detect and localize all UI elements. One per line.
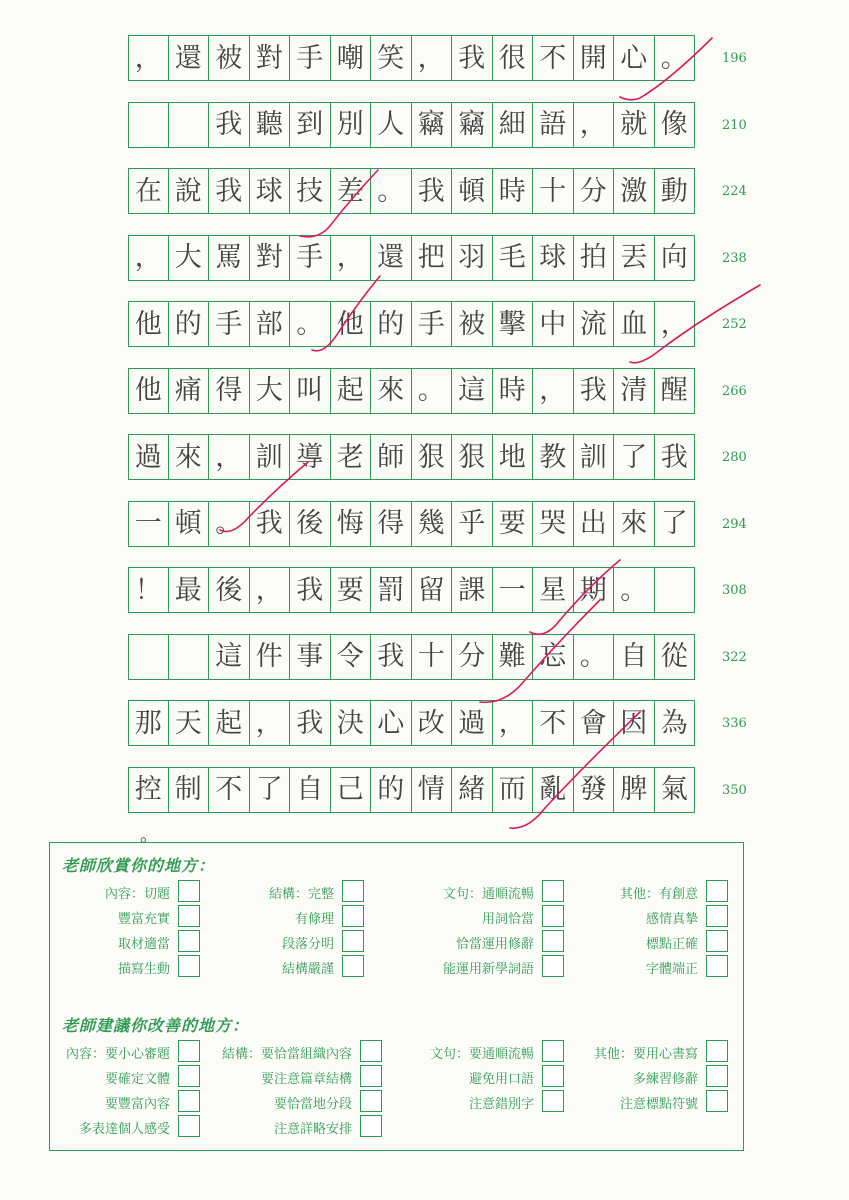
essay-cell: 而 xyxy=(493,767,534,813)
checklist-label: 要豐富內容 xyxy=(104,1097,170,1112)
essay-cell: 動 xyxy=(655,168,696,214)
essay-cell: 從 xyxy=(655,634,696,680)
essay-cell: 他 xyxy=(128,301,169,347)
checkbox[interactable] xyxy=(706,880,728,902)
essay-cell: 。 xyxy=(655,35,696,81)
essay-cell: ， xyxy=(331,235,372,281)
checkbox[interactable] xyxy=(178,1090,200,1112)
line-number: 322 xyxy=(722,649,747,665)
essay-cell: 心 xyxy=(614,35,655,81)
checklist-label: 其他：要用心書寫 xyxy=(593,1047,698,1062)
essay-cell: 我 xyxy=(371,634,412,680)
checkbox[interactable] xyxy=(542,1090,564,1112)
essay-cell: 把 xyxy=(412,235,453,281)
essay-cell: 的 xyxy=(169,301,210,347)
essay-cell: 說 xyxy=(169,168,210,214)
essay-cell: 人 xyxy=(371,102,412,148)
essay-cell: 。 xyxy=(412,368,453,414)
essay-cell: 他 xyxy=(128,368,169,414)
essay-cell: 改 xyxy=(412,700,453,746)
essay-cell: 還 xyxy=(169,35,210,81)
checklist-label: 其他：有創意 xyxy=(619,887,698,902)
essay-cell: 亂 xyxy=(533,767,574,813)
essay-cell: 手 xyxy=(290,235,331,281)
essay-cell: 師 xyxy=(371,434,412,480)
essay-cell: 拍 xyxy=(574,235,615,281)
essay-cell: 開 xyxy=(574,35,615,81)
tick-mark xyxy=(312,276,380,351)
essay-cell: 控 xyxy=(128,767,169,813)
essay-cell: 悔 xyxy=(331,501,372,547)
essay-cell: 難 xyxy=(493,634,534,680)
essay-cell: 教 xyxy=(533,434,574,480)
essay-cell: 緒 xyxy=(452,767,493,813)
essay-cell: 丟 xyxy=(614,235,655,281)
essay-cell: 還 xyxy=(371,235,412,281)
checklist-label: 注意標點符號 xyxy=(619,1097,698,1112)
essay-cell: 時 xyxy=(493,168,534,214)
essay-cell: 叫 xyxy=(290,368,331,414)
essay-cell: 十 xyxy=(412,634,453,680)
essay-cell: 心 xyxy=(371,700,412,746)
essay-cell: 課 xyxy=(452,567,493,613)
essay-cell: 分 xyxy=(574,168,615,214)
essay-cell: 了 xyxy=(614,434,655,480)
essay-cell: 在 xyxy=(128,168,169,214)
essay-cell: 不 xyxy=(533,35,574,81)
essay-cell: 手 xyxy=(412,301,453,347)
essay-cell: 竊 xyxy=(412,102,453,148)
essay-cell: 制 xyxy=(169,767,210,813)
line-number: 266 xyxy=(722,383,747,399)
essay-cell: ！ xyxy=(128,567,169,613)
essay-cell: 最 xyxy=(169,567,210,613)
essay-cell: 羽 xyxy=(452,235,493,281)
checklist-label: 文句：通順流暢 xyxy=(442,887,534,902)
checklist-label: 要確定文體 xyxy=(104,1072,170,1087)
essay-cell: 天 xyxy=(169,700,210,746)
line-number: 294 xyxy=(722,516,747,532)
essay-cell: 向 xyxy=(655,235,696,281)
essay-cell: 中 xyxy=(533,301,574,347)
essay-cell: 過 xyxy=(452,700,493,746)
essay-cell: 。 xyxy=(209,501,250,547)
essay-cell: 一 xyxy=(493,567,534,613)
essay-cell: 了 xyxy=(250,767,291,813)
essay-cell: 得 xyxy=(209,368,250,414)
checkbox[interactable] xyxy=(178,880,200,902)
essay-cell: 我 xyxy=(290,700,331,746)
essay-cell: 嘲 xyxy=(331,35,372,81)
checkbox[interactable] xyxy=(360,1065,382,1087)
essay-cell: 就 xyxy=(614,102,655,148)
essay-cell: 後 xyxy=(209,567,250,613)
essay-cell: 醒 xyxy=(655,368,696,414)
essay-cell: 手 xyxy=(290,35,331,81)
essay-cell: 為 xyxy=(655,700,696,746)
essay-cell: 不 xyxy=(533,700,574,746)
essay-cell: 狠 xyxy=(412,434,453,480)
essay-cell: 很 xyxy=(493,35,534,81)
essay-cell: 。 xyxy=(614,567,655,613)
essay-cell: 細 xyxy=(493,102,534,148)
essay-cell: 來 xyxy=(614,501,655,547)
checkbox[interactable] xyxy=(542,1065,564,1087)
line-number: 210 xyxy=(722,117,747,133)
line-number: 224 xyxy=(722,184,747,199)
essay-cell: 過 xyxy=(128,434,169,480)
essay-cell: 笑 xyxy=(371,35,412,81)
essay-cell: 來 xyxy=(371,368,412,414)
tick-mark xyxy=(220,462,308,532)
essay-cell: 毛 xyxy=(493,235,534,281)
checkbox[interactable] xyxy=(706,930,728,952)
trailing-punctuation: 。 xyxy=(140,825,158,846)
essay-cell: ， xyxy=(250,700,291,746)
checkbox[interactable] xyxy=(178,930,200,952)
feedback-panel xyxy=(49,842,744,1151)
checklist-label: 有條理 xyxy=(294,912,334,927)
essay-cell: 被 xyxy=(452,301,493,347)
essay-cell: 不 xyxy=(209,767,250,813)
essay-cell: 幾 xyxy=(412,501,453,547)
checkbox[interactable] xyxy=(542,930,564,952)
checklist-label: 結構：完整 xyxy=(268,887,334,902)
essay-cell: 球 xyxy=(533,235,574,281)
essay-cell: 起 xyxy=(209,700,250,746)
line-number: 350 xyxy=(722,782,747,798)
checkbox[interactable] xyxy=(178,1065,200,1087)
essay-cell: 脾 xyxy=(614,767,655,813)
checklist-label: 用詞恰當 xyxy=(481,912,534,927)
checkbox[interactable] xyxy=(706,955,728,977)
checklist-label: 注意詳略安排 xyxy=(273,1122,352,1137)
essay-cell: 血 xyxy=(614,301,655,347)
essay-cell: 自 xyxy=(614,634,655,680)
essay-cell: 我 xyxy=(574,368,615,414)
essay-cell: 部 xyxy=(250,301,291,347)
checkbox[interactable] xyxy=(706,1040,728,1062)
essay-cell: 這 xyxy=(452,368,493,414)
checklist-label: 能運用新學詞語 xyxy=(442,962,534,977)
essay-cell: 竊 xyxy=(452,102,493,148)
checklist-label: 要恰當地分段 xyxy=(273,1097,352,1112)
essay-cell: 頓 xyxy=(169,501,210,547)
essay-cell: 自 xyxy=(290,767,331,813)
line-number: 196 xyxy=(722,51,747,66)
essay-cell: 期 xyxy=(574,567,615,613)
essay-cell: 我 xyxy=(290,567,331,613)
checkbox[interactable] xyxy=(178,1115,200,1137)
essay-cell: 。 xyxy=(290,301,331,347)
checkbox[interactable] xyxy=(542,1040,564,1062)
checkbox[interactable] xyxy=(178,955,200,977)
tick-mark xyxy=(480,600,600,702)
essay-cell: 己 xyxy=(331,767,372,813)
essay-cell: 情 xyxy=(412,767,453,813)
tick-mark xyxy=(630,285,760,363)
checklist-label: 感情真摯 xyxy=(645,912,698,927)
essay-cell: 後 xyxy=(290,501,331,547)
essay-cell: 的 xyxy=(371,301,412,347)
essay-cell: 老 xyxy=(331,434,372,480)
essay-cell: 痛 xyxy=(169,368,210,414)
essay-cell: 事 xyxy=(290,634,331,680)
checklist-label: 段落分明 xyxy=(281,937,334,952)
checklist-label: 避免用口語 xyxy=(468,1072,534,1087)
essay-cell: 被 xyxy=(209,35,250,81)
essay-cell: 了 xyxy=(655,501,696,547)
line-number: 336 xyxy=(722,716,747,731)
essay-cell: 他 xyxy=(331,301,372,347)
essay-cell: 清 xyxy=(614,368,655,414)
essay-cell: 我 xyxy=(412,168,453,214)
checklist-label: 描寫生動 xyxy=(117,962,170,977)
line-number: 238 xyxy=(722,250,747,266)
essay-cell: 留 xyxy=(412,567,453,613)
tick-mark xyxy=(300,170,378,237)
essay-cell: 氣 xyxy=(655,767,696,813)
essay-cell: 忘 xyxy=(533,634,574,680)
essay-cell: ， xyxy=(250,567,291,613)
essay-cell: ， xyxy=(209,434,250,480)
essay-cell: 手 xyxy=(209,301,250,347)
checkbox[interactable] xyxy=(342,955,364,977)
checklist-label: 內容：要小心審題 xyxy=(65,1047,170,1062)
essay-cell: 星 xyxy=(533,567,574,613)
essay-cell: 一 xyxy=(128,501,169,547)
checklist-label: 內容：切題 xyxy=(104,887,170,902)
essay-cell: 別 xyxy=(331,102,372,148)
essay-cell: 件 xyxy=(250,634,291,680)
checkbox[interactable] xyxy=(342,905,364,927)
essay-cell: 要 xyxy=(493,501,534,547)
essay-cell: 。 xyxy=(371,168,412,214)
essay-cell: ， xyxy=(128,235,169,281)
essay-cell: 十 xyxy=(533,168,574,214)
essay-cell: 對 xyxy=(250,235,291,281)
checklist-label: 要注意篇章結構 xyxy=(260,1072,352,1087)
essay-cell: 大 xyxy=(250,368,291,414)
checkbox[interactable] xyxy=(178,1040,200,1062)
essay-cell: 激 xyxy=(614,168,655,214)
checkbox[interactable] xyxy=(706,1090,728,1112)
checklist-label: 字體端正 xyxy=(645,962,698,977)
essay-cell: 的 xyxy=(371,767,412,813)
checkbox[interactable] xyxy=(342,930,364,952)
essay-cell: 會 xyxy=(574,700,615,746)
essay-cell: 擊 xyxy=(493,301,534,347)
line-number: 280 xyxy=(722,450,747,465)
essay-cell: 因 xyxy=(614,700,655,746)
essay-cell: 要 xyxy=(331,567,372,613)
checklist-label: 豐富充實 xyxy=(117,912,170,927)
essay-cell: 我 xyxy=(250,501,291,547)
essay-cell: 決 xyxy=(331,700,372,746)
checklist-label: 多表達個人感受 xyxy=(78,1122,170,1137)
essay-cell: 來 xyxy=(169,434,210,480)
essay-cell: 技 xyxy=(290,168,331,214)
essay-cell: 哭 xyxy=(533,501,574,547)
essay-cell: 我 xyxy=(209,102,250,148)
essay-cell: 訓 xyxy=(574,434,615,480)
checklist-label: 恰當運用修辭 xyxy=(455,937,534,952)
checkbox[interactable] xyxy=(360,1040,382,1062)
checklist-label: 多練習修辭 xyxy=(632,1072,698,1087)
tick-mark xyxy=(620,38,712,100)
essay-cell: 令 xyxy=(331,634,372,680)
essay-cell: 我 xyxy=(209,168,250,214)
essay-cell: 得 xyxy=(371,501,412,547)
tick-mark xyxy=(530,560,620,634)
checkbox[interactable] xyxy=(706,905,728,927)
essay-cell: 流 xyxy=(574,301,615,347)
essay-cell: 那 xyxy=(128,700,169,746)
checkbox[interactable] xyxy=(360,1115,382,1137)
essay-cell: 像 xyxy=(655,102,696,148)
essay-cell: 分 xyxy=(452,634,493,680)
essay-cell: 聽 xyxy=(250,102,291,148)
essay-cell: 。 xyxy=(574,634,615,680)
essay-cell: 大 xyxy=(169,235,210,281)
essay-cell: 我 xyxy=(655,434,696,480)
essay-cell: ， xyxy=(493,700,534,746)
essay-cell: 球 xyxy=(250,168,291,214)
checklist-label: 標點正確 xyxy=(645,937,698,952)
checkbox[interactable] xyxy=(542,905,564,927)
improve-title: 老師建議你改善的地方： xyxy=(62,1016,250,1035)
tick-mark xyxy=(510,712,640,828)
checklist-label: 注意錯別字 xyxy=(468,1097,534,1112)
essay-cell: 這 xyxy=(209,634,250,680)
checklist-label: 結構：要恰當組織內容 xyxy=(221,1047,352,1062)
line-number: 252 xyxy=(722,317,747,332)
essay-cell: ， xyxy=(655,301,696,347)
checklist-label: 結構嚴謹 xyxy=(281,962,334,977)
essay-cell: ， xyxy=(128,35,169,81)
appreciate-title: 老師欣賞你的地方： xyxy=(62,856,216,875)
essay-cell: 頓 xyxy=(452,168,493,214)
essay-cell: 地 xyxy=(493,434,534,480)
essay-cell: 時 xyxy=(493,368,534,414)
essay-cell: 對 xyxy=(250,35,291,81)
line-number: 308 xyxy=(722,583,747,598)
essay-cell: 罵 xyxy=(209,235,250,281)
checkbox[interactable] xyxy=(178,905,200,927)
essay-cell: ， xyxy=(574,102,615,148)
essay-cell: 差 xyxy=(331,168,372,214)
essay-cell: 起 xyxy=(331,368,372,414)
essay-cell: 出 xyxy=(574,501,615,547)
checkbox[interactable] xyxy=(542,880,564,902)
checkbox[interactable] xyxy=(706,1065,728,1087)
essay-cell: 發 xyxy=(574,767,615,813)
essay-cell: 到 xyxy=(290,102,331,148)
essay-cell: 語 xyxy=(533,102,574,148)
essay-cell: 乎 xyxy=(452,501,493,547)
essay-cell: ， xyxy=(533,368,574,414)
checkbox[interactable] xyxy=(360,1090,382,1112)
essay-cell: 狠 xyxy=(452,434,493,480)
checkbox[interactable] xyxy=(542,955,564,977)
checklist-label: 取材適當 xyxy=(117,937,170,952)
essay-cell: 導 xyxy=(290,434,331,480)
essay-cell: 罰 xyxy=(371,567,412,613)
checkbox[interactable] xyxy=(342,880,364,902)
essay-cell: 我 xyxy=(452,35,493,81)
essay-cell: ， xyxy=(412,35,453,81)
checklist-label: 文句：要通順流暢 xyxy=(429,1047,534,1062)
essay-cell: 訓 xyxy=(250,434,291,480)
